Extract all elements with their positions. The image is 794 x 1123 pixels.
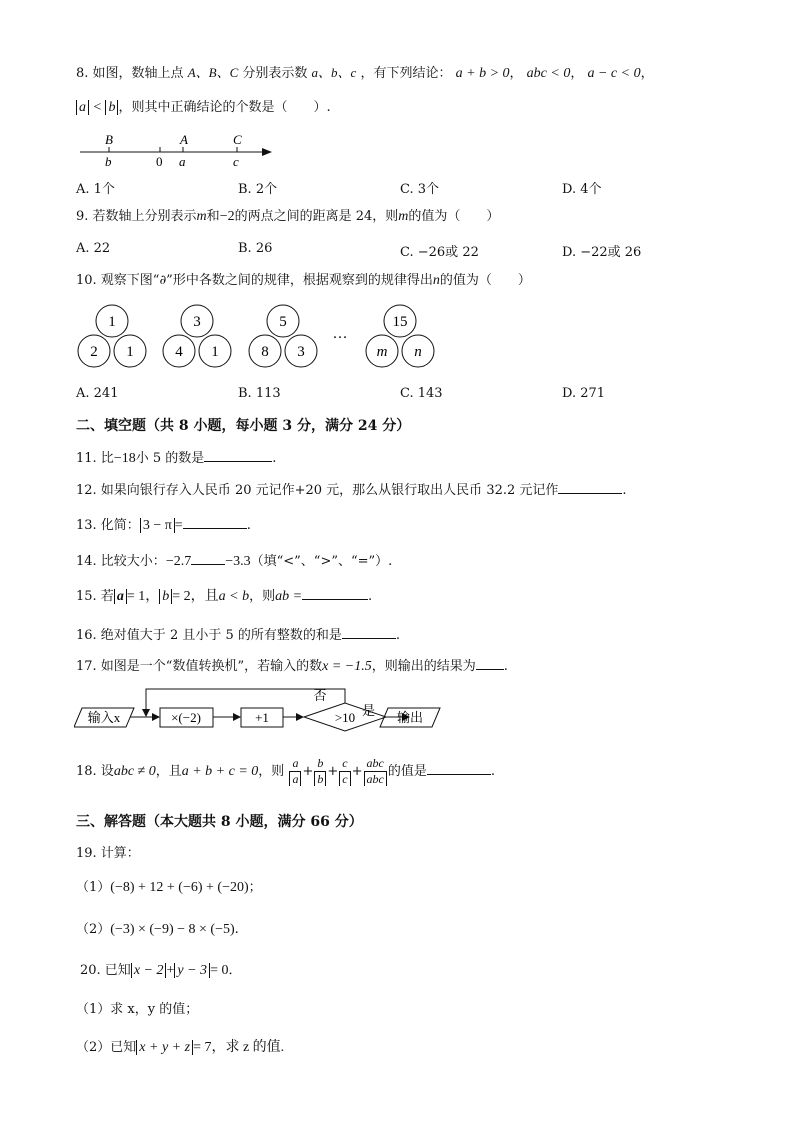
q20-title-a: 20. 已知 (80, 963, 131, 978)
q12-end: . (622, 483, 627, 498)
q8-nums: a、b、c (311, 65, 357, 80)
q20-title (80, 962, 241, 980)
q10-figures (74, 300, 444, 372)
figure-4 (366, 305, 434, 367)
q14-y: −3.3 (225, 554, 251, 569)
q20-p2-b: = 7，求 z 的值. (193, 1040, 285, 1055)
flow-add: +1 (255, 710, 269, 725)
q8-c4-a: a (76, 100, 89, 115)
flow-yes-label: 是 (362, 703, 376, 718)
q10-n: n (432, 273, 440, 288)
q11-a: 11. 比 (76, 451, 114, 466)
q18-a: 18. 设 (76, 764, 114, 779)
section-solve-heading: 三、解答题（本大题共 8 小题，满分 66 分） (76, 814, 363, 830)
axis-label-B: B (105, 132, 113, 147)
q10-text-a: 10. 观察下图“∂”形中各数之间的规律，根据观察到的规律得出 (76, 273, 433, 288)
q10-option-d[interactable]: D. 271 (562, 386, 606, 401)
q8-conclusion-3: a − c < 0 (587, 66, 641, 81)
figure-2 (163, 305, 231, 367)
q15-a: 15. 若 (76, 589, 114, 604)
q13-answer-blank[interactable] (183, 515, 247, 529)
q15-cond: a < b (218, 589, 250, 604)
q18-end: . (490, 764, 495, 779)
q13-end: . (246, 518, 251, 533)
fig3-left: 8 (261, 344, 269, 360)
q14-x: −2.7 (165, 554, 192, 569)
q19-part1 (76, 879, 262, 897)
q10-text-b: 的值为（ ） (439, 273, 531, 288)
q19-p1-end: ； (248, 880, 262, 895)
axis-value-a: a (179, 154, 186, 169)
q16 (76, 625, 400, 645)
q18-f3-num: c (339, 756, 350, 772)
q10-stem (76, 272, 531, 290)
q17-a: 17. 如图是一个“数值转换机”，若输入的数 (76, 659, 323, 674)
fig2-top: 3 (193, 314, 201, 330)
q8-option-a[interactable]: A. 1个 (76, 182, 115, 197)
q15-abs-a: a (114, 589, 127, 604)
q18-frac-a (289, 756, 301, 787)
q19-p1-label: （1） (76, 880, 111, 895)
q16-end: . (395, 628, 401, 643)
q18-cond2: a + b + c = 0 (181, 764, 259, 779)
q18-b: ，且 (155, 764, 182, 779)
axis-value-b: b (105, 154, 112, 169)
q17 (76, 656, 508, 676)
q17-answer-blank[interactable] (476, 656, 504, 670)
q15-b: ，则 (249, 589, 276, 604)
q18-f3-den: c (339, 772, 350, 786)
q8-conclusion-4: a < b (76, 100, 118, 115)
q9-text-d: 的值为（ ） (408, 209, 500, 224)
q18-frac-abc (364, 756, 387, 787)
q18-f2-num: b (314, 756, 326, 772)
q12-answer-blank[interactable] (558, 480, 622, 494)
q10-option-a[interactable]: A. 241 (76, 386, 119, 401)
q8-option-c[interactable]: C. 3个 (400, 182, 440, 197)
q10-option-c[interactable]: C. 143 (400, 386, 443, 401)
q8-conclusion-1: a + b > 0 (455, 66, 510, 81)
fig2-left: 4 (175, 344, 183, 360)
figure-ellipsis: … (332, 326, 348, 342)
q8-points: A、B、C (187, 65, 239, 80)
q20-part1: （1）求 x，y 的值； (76, 1002, 199, 1017)
q18-plus-2: + (327, 764, 339, 779)
q8-line1: 8. 如图，数轴上点 A、B、C 分别表示数 a、b、c ，有下列结论： a + b > 0， abc < 0， a − c < 0， (76, 65, 654, 81)
q14-a: 14. 比较大小： (76, 554, 166, 569)
q15-abs-b: b (159, 589, 172, 604)
q17-flowchart (74, 684, 444, 734)
q8-mid: 分别表示数 (242, 66, 308, 81)
q20-eq: = 0 (210, 963, 229, 978)
figure-1 (78, 305, 146, 367)
q9-option-b[interactable]: B. 26 (238, 241, 273, 256)
q18-cond1: abc ≠ 0 (113, 764, 156, 779)
flow-input: 输入x (87, 710, 121, 725)
q13 (76, 515, 251, 535)
q18-d: 的值是 (387, 764, 427, 779)
q15-ab: ab = (275, 589, 303, 604)
fig3-right: 3 (297, 344, 305, 360)
q12-text: 12. 如果向银行存入人民币 20 元记作+20 元，那么从银行取出人民币 32.2 元记作 (76, 483, 559, 498)
axis-zero: 0 (156, 154, 163, 169)
flow-no-label: 否 (313, 688, 327, 703)
q20-plus: + (166, 963, 175, 978)
q13-expr: 3 − π (140, 518, 175, 533)
q8-c4-b: b (105, 100, 118, 115)
fig1-right: 1 (126, 344, 134, 360)
axis-value-c: c (233, 154, 239, 169)
q9-m-2: m (398, 209, 409, 224)
q9-option-c[interactable]: C. −26或 22 (400, 245, 479, 260)
q9-text-b: 和 (206, 209, 220, 224)
axis-label-C: C (233, 132, 242, 147)
fig3-top: 5 (279, 314, 287, 330)
q19-p2-end: . (234, 922, 239, 937)
flow-condition: >10 (334, 710, 356, 725)
q15-e2: = 2，且 (172, 589, 219, 604)
q8-number-line (76, 128, 286, 172)
flow-multiply: ×(−2) (171, 710, 201, 725)
q11-answer-blank[interactable] (204, 448, 272, 462)
q18-frac-b (314, 756, 326, 787)
q15-end: . (368, 589, 373, 604)
q13-a: 13. 化简： (76, 518, 140, 533)
q16-answer-blank[interactable] (342, 625, 396, 639)
q18-f1-den: a (289, 772, 301, 786)
q19-p2-label: （2） (76, 922, 111, 937)
q18 (76, 752, 495, 792)
q20-abs-x: x − 2 (131, 963, 167, 978)
q19-p2-expr: (−3) × (−9) − 8 × (−5) (110, 922, 235, 937)
fig4-left: m (376, 344, 388, 360)
q13-eq: = (174, 518, 183, 533)
q9-m: m (196, 209, 207, 224)
q15 (76, 586, 372, 606)
q11-num: −18 (113, 451, 136, 466)
q8-stem: 8. 如图，数轴上点 (76, 66, 184, 81)
q8-line2 (76, 99, 331, 117)
q20-part2 (76, 1039, 284, 1057)
q20-title-end: ． (228, 963, 242, 978)
q9-neg2: −2 (219, 209, 235, 224)
q15-e1: = 1， (126, 589, 160, 604)
q9-option-a[interactable]: A. 22 (76, 241, 111, 256)
fig4-right: n (414, 344, 422, 360)
q8-question: ，则其中正确结论的个数是（ ）. (118, 100, 331, 115)
q16-text: 16. 绝对值大于 2 且小于 5 的所有整数的和是 (76, 628, 342, 643)
q20-p2-a: （2）已知 (76, 1040, 137, 1055)
q20-abs-y: y − 3 (174, 963, 210, 978)
q11-end: . (272, 451, 277, 466)
q18-plus-1: + (302, 764, 314, 779)
q18-plus-3: + (351, 764, 363, 779)
fig1-left: 2 (90, 344, 98, 360)
q8-option-d[interactable]: D. 4个 (562, 182, 602, 197)
q18-f4-num: abc (364, 756, 387, 772)
q18-answer-blank[interactable] (427, 761, 491, 775)
q9-text-c: 的两点之间的距离是 24，则 (234, 209, 399, 224)
fig2-right: 1 (211, 344, 219, 360)
q17-b: ，则输出的结果为 (371, 659, 476, 674)
q10-option-b[interactable]: B. 113 (238, 386, 281, 401)
q9-text-a: 9. 若数轴上分别表示 (76, 209, 197, 224)
q8-option-b[interactable]: B. 2个 (238, 182, 278, 197)
q8-tail: ，有下列结论： (360, 66, 452, 81)
q18-frac-c (339, 756, 350, 787)
q18-c: ，则 (258, 764, 285, 779)
q9-stem (76, 208, 499, 226)
q18-f2-den: b (314, 772, 326, 786)
q11-b: 小 5 的数是 (135, 451, 205, 466)
q20-abs-xyz: x + y + z (136, 1040, 193, 1055)
axis-label-A: A (180, 132, 188, 147)
q14 (76, 551, 392, 571)
q17-x: x = −1.5 (322, 659, 372, 674)
q19-title: 19. 计算： (76, 846, 140, 861)
q8-conclusion-2: abc < 0 (526, 66, 571, 81)
q19-p1-expr: (−8) + 12 + (−6) + (−20) (110, 880, 249, 895)
q19-part2 (76, 921, 239, 939)
q14-b: （填“<”、“>”、“=”）. (250, 554, 393, 569)
q18-f4-den: abc (364, 772, 387, 786)
q17-end: . (503, 659, 508, 674)
q9-option-d[interactable]: D. −22或 26 (562, 245, 642, 260)
q11 (76, 448, 276, 468)
q14-answer-blank[interactable] (191, 551, 225, 565)
flow-output: 输出 (396, 710, 424, 725)
q15-answer-blank[interactable] (302, 586, 368, 600)
q12 (76, 480, 627, 500)
q18-f1-num: a (289, 756, 301, 772)
figure-3 (249, 305, 317, 367)
fig4-top: 15 (392, 314, 408, 330)
section-fill-in-heading: 二、填空题（共 8 小题，每小题 3 分，满分 24 分） (76, 418, 411, 434)
fig1-top: 1 (108, 314, 116, 330)
